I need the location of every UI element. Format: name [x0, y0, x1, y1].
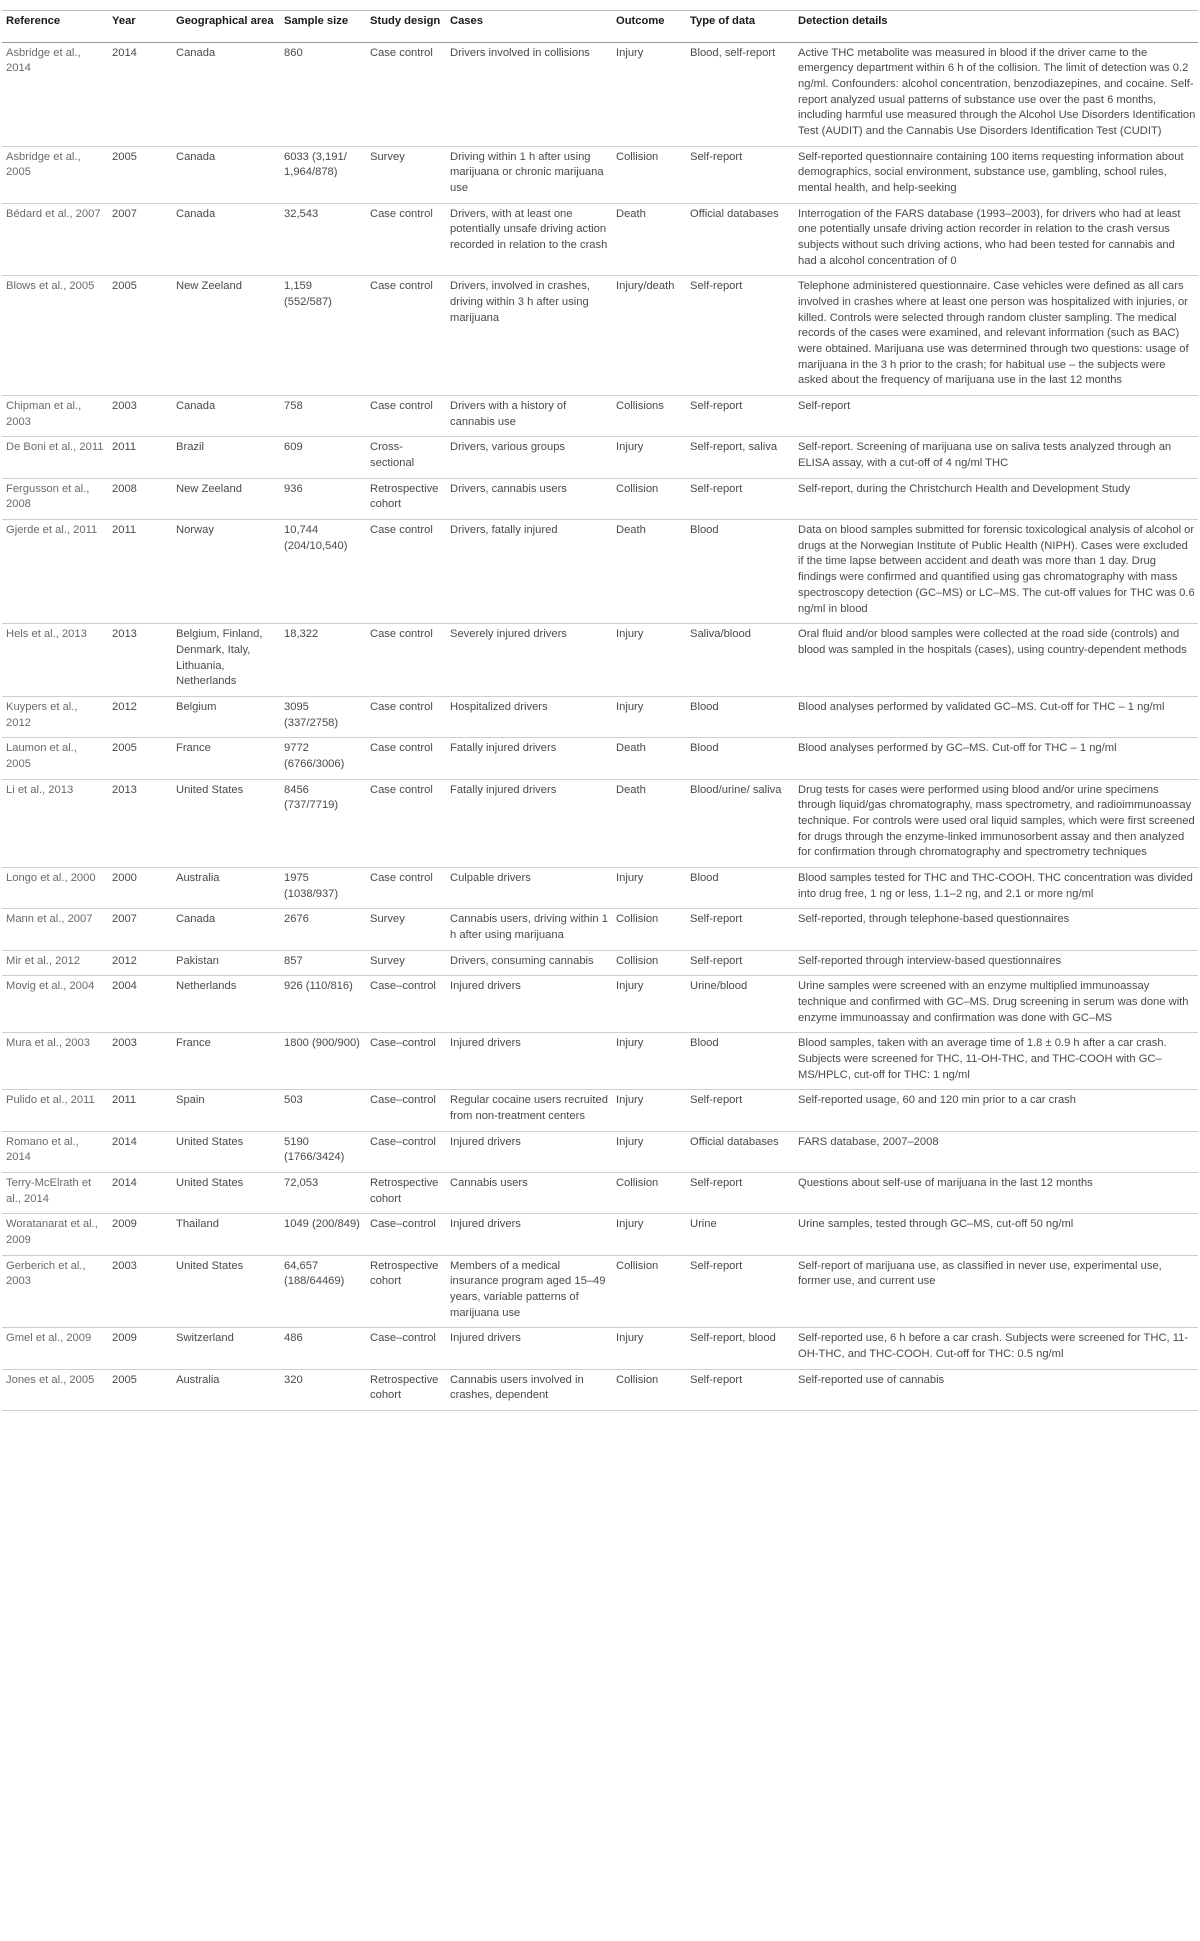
cell-detection-details: Self-reported use of cannabis	[794, 1369, 1198, 1410]
table-row	[2, 1328, 1198, 1369]
cell-type-of-data: Self-report	[686, 478, 794, 519]
cell-type-of-data: Self-report	[686, 396, 794, 437]
cell-detection-details: FARS database, 2007–2008	[794, 1131, 1198, 1172]
cell-outcome: Death	[612, 520, 686, 624]
cell-reference: Romano et al., 2014	[2, 1131, 108, 1172]
cell-reference: Gmel et al., 2009	[2, 1328, 108, 1369]
cell-detection-details: Blood samples tested for THC and THC-COOH. THC concentration was divided into drug free, 1 ng or less, 1.1–2 ng, and 2.1 or more ng/ml	[794, 867, 1198, 908]
cell-detection-details: Active THC metabolite was measured in blood if the driver came to the emergency department within 6 h of the collision. The limit of detection was 0.2 ng/ml. Confounders: alcohol concentration, benzodiazepines, and cocaine. Self-report analyzed usual patterns of substance use over the past 6 months, including harmful use measured through the Alcohol Use Disorders Identification Test (AUDIT) and the Cannabis Use Disorders Identification Test (CUDIT)	[794, 42, 1198, 146]
cell-year: 2005	[108, 276, 172, 396]
header-sample-size: Sample size	[280, 11, 366, 43]
cell-outcome: Collision	[612, 950, 686, 976]
cell-study-design: Case control	[366, 867, 446, 908]
cell-cases: Fatally injured drivers	[446, 779, 612, 867]
cell-sample-size: 72,053	[280, 1172, 366, 1213]
table-row	[2, 437, 1198, 478]
cell-study-design: Cross-sectional	[366, 437, 446, 478]
header-year: Year	[108, 11, 172, 43]
cell-study-design: Case control	[366, 779, 446, 867]
cell-cases: Injured drivers	[446, 1131, 612, 1172]
cell-outcome: Injury	[612, 1131, 686, 1172]
cell-sample-size: 486	[280, 1328, 366, 1369]
cell-sample-size: 936	[280, 478, 366, 519]
cell-year: 2007	[108, 203, 172, 276]
cell-detection-details: Urine samples were screened with an enzyme multiplied immunoassay technique and confirmed with GC–MS. Drug screening in serum was done with enzyme immunoassay and confirmation was done with GC–MS	[794, 976, 1198, 1033]
cell-detection-details: Telephone administered questionnaire. Case vehicles were defined as all cars involved in crashes where at least one person was hospitalized with injuries, or killed. Controls were selected through random cluster sampling. The medical records of the cases were examined, and relevant information (such as BAC) were obtained. Marijuana use was determined through two questions: usage of marijuana in the 3 h prior to the crash; for habitual use – the subjects were asked about the frequency of marijuana use in the last 12 months	[794, 276, 1198, 396]
cell-type-of-data: Self-report	[686, 950, 794, 976]
cell-type-of-data: Self-report	[686, 1172, 794, 1213]
cell-cases: Cannabis users, driving within 1 h after using marijuana	[446, 909, 612, 950]
cell-year: 2005	[108, 1369, 172, 1410]
cell-geographical-area: United States	[172, 1131, 280, 1172]
cell-detection-details: Self-reported through interview-based questionnaires	[794, 950, 1198, 976]
cell-study-design: Case–control	[366, 976, 446, 1033]
cell-year: 2012	[108, 696, 172, 737]
table-row	[2, 909, 1198, 950]
cell-detection-details: Blood analyses performed by GC–MS. Cut-off for THC – 1 ng/ml	[794, 738, 1198, 779]
cell-type-of-data: Self-report, blood	[686, 1328, 794, 1369]
cell-geographical-area: France	[172, 738, 280, 779]
cell-sample-size: 609	[280, 437, 366, 478]
cell-cases: Drivers with a history of cannabis use	[446, 396, 612, 437]
table-row	[2, 950, 1198, 976]
cell-reference: Blows et al., 2005	[2, 276, 108, 396]
cell-cases: Culpable drivers	[446, 867, 612, 908]
cell-reference: Mir et al., 2012	[2, 950, 108, 976]
cell-geographical-area: Canada	[172, 146, 280, 203]
table-header	[2, 11, 1198, 43]
cell-outcome: Injury	[612, 867, 686, 908]
cell-type-of-data: Urine/blood	[686, 976, 794, 1033]
cell-detection-details: Urine samples, tested through GC–MS, cut-off 50 ng/ml	[794, 1214, 1198, 1255]
cell-type-of-data: Official databases	[686, 203, 794, 276]
header-type-of-data: Type of data	[686, 11, 794, 43]
cell-sample-size: 1049 (200/849)	[280, 1214, 366, 1255]
cell-study-design: Retrospective cohort	[366, 1172, 446, 1213]
cell-geographical-area: Pakistan	[172, 950, 280, 976]
cell-year: 2007	[108, 909, 172, 950]
cell-study-design: Case control	[366, 520, 446, 624]
cell-detection-details: Interrogation of the FARS database (1993–2003), for drivers who had at least one potentially unsafe driving action recorder in relation to the crash versus subjects without such driving actions, who had been tested for cannabis and had a alcohol concentration of 0	[794, 203, 1198, 276]
cell-geographical-area: New Zeeland	[172, 276, 280, 396]
cell-outcome: Collision	[612, 909, 686, 950]
table-row	[2, 1214, 1198, 1255]
cell-outcome: Injury	[612, 1214, 686, 1255]
cell-type-of-data: Blood/urine/ saliva	[686, 779, 794, 867]
cell-outcome: Injury	[612, 696, 686, 737]
cell-year: 2013	[108, 624, 172, 697]
table-row	[2, 203, 1198, 276]
cell-type-of-data: Self-report	[686, 1090, 794, 1131]
cell-reference: Gerberich et al., 2003	[2, 1255, 108, 1328]
cell-detection-details: Self-report, during the Christchurch Health and Development Study	[794, 478, 1198, 519]
cell-geographical-area: Belgium, Finland, Denmark, Italy, Lithuania, Netherlands	[172, 624, 280, 697]
cell-sample-size: 926 (110/816)	[280, 976, 366, 1033]
cell-geographical-area: Thailand	[172, 1214, 280, 1255]
cell-cases: Hospitalized drivers	[446, 696, 612, 737]
cell-sample-size: 1975 (1038/937)	[280, 867, 366, 908]
cell-cases: Cannabis users involved in crashes, dependent	[446, 1369, 612, 1410]
cell-reference: De Boni et al., 2011	[2, 437, 108, 478]
cell-sample-size: 503	[280, 1090, 366, 1131]
cell-reference: Longo et al., 2000	[2, 867, 108, 908]
cell-geographical-area: United States	[172, 779, 280, 867]
header-outcome: Outcome	[612, 11, 686, 43]
cell-study-design: Case control	[366, 276, 446, 396]
header-reference: Reference	[2, 11, 108, 43]
cell-study-design: Case control	[366, 624, 446, 697]
cell-sample-size: 32,543	[280, 203, 366, 276]
cell-study-design: Survey	[366, 950, 446, 976]
cell-geographical-area: Canada	[172, 396, 280, 437]
cell-sample-size: 1800 (900/900)	[280, 1033, 366, 1090]
cell-type-of-data: Blood, self-report	[686, 42, 794, 146]
cell-year: 2005	[108, 738, 172, 779]
cell-reference: Movig et al., 2004	[2, 976, 108, 1033]
cell-sample-size: 9772 (6766/3006)	[280, 738, 366, 779]
cell-cases: Cannabis users	[446, 1172, 612, 1213]
cell-cases: Drivers, consuming cannabis	[446, 950, 612, 976]
cell-sample-size: 857	[280, 950, 366, 976]
cell-reference: Asbridge et al., 2005	[2, 146, 108, 203]
cell-type-of-data: Self-report	[686, 909, 794, 950]
cell-year: 2009	[108, 1214, 172, 1255]
cell-geographical-area: Canada	[172, 42, 280, 146]
cell-reference: Asbridge et al., 2014	[2, 42, 108, 146]
table-row	[2, 1033, 1198, 1090]
cell-detection-details: Self-report. Screening of marijuana use on saliva tests analyzed through an ELISA assay, with a cut-off of 4 ng/ml THC	[794, 437, 1198, 478]
cell-outcome: Injury	[612, 624, 686, 697]
table-row	[2, 624, 1198, 697]
cell-study-design: Case–control	[366, 1033, 446, 1090]
cell-geographical-area: Canada	[172, 909, 280, 950]
cell-reference: Chipman et al., 2003	[2, 396, 108, 437]
cell-year: 2009	[108, 1328, 172, 1369]
cell-sample-size: 1,159 (552/587)	[280, 276, 366, 396]
cell-type-of-data: Blood	[686, 696, 794, 737]
cell-sample-size: 18,322	[280, 624, 366, 697]
table-row	[2, 779, 1198, 867]
cell-detection-details: Self-reported questionnaire containing 100 items requesting information about demographics, social environment, substance use, gambling, school rules, mental health, and help-seeking	[794, 146, 1198, 203]
cell-detection-details: Questions about self-use of marijuana in the last 12 months	[794, 1172, 1198, 1213]
cell-outcome: Death	[612, 203, 686, 276]
cell-year: 2004	[108, 976, 172, 1033]
cell-detection-details: Self-reported usage, 60 and 120 min prior to a car crash	[794, 1090, 1198, 1131]
cell-reference: Jones et al., 2005	[2, 1369, 108, 1410]
table-row	[2, 276, 1198, 396]
cell-detection-details: Drug tests for cases were performed using blood and/or urine specimens through liquid/gas chromatography, mass spectrometry, and radioimmunoassay technique. For controls were used oral liquid samples, which were first screened for drugs through the enzyme-linked immunosorbent assay and then analyzed for confirmation through chromatography and spectrometry techniques	[794, 779, 1198, 867]
cell-sample-size: 8456 (737/7719)	[280, 779, 366, 867]
cell-reference: Bédard et al., 2007	[2, 203, 108, 276]
cell-outcome: Collision	[612, 1369, 686, 1410]
cell-cases: Regular cocaine users recruited from non-treatment centers	[446, 1090, 612, 1131]
cell-reference: Mura et al., 2003	[2, 1033, 108, 1090]
cell-outcome: Death	[612, 738, 686, 779]
cell-type-of-data: Self-report	[686, 1255, 794, 1328]
table-row	[2, 1255, 1198, 1328]
cell-year: 2003	[108, 1033, 172, 1090]
cell-year: 2014	[108, 1172, 172, 1213]
cell-type-of-data: Self-report	[686, 146, 794, 203]
cell-year: 2003	[108, 396, 172, 437]
cell-sample-size: 860	[280, 42, 366, 146]
cell-study-design: Case–control	[366, 1131, 446, 1172]
cell-year: 2008	[108, 478, 172, 519]
cell-cases: Drivers, involved in crashes, driving within 3 h after using marijuana	[446, 276, 612, 396]
cell-reference: Terry-McElrath et al., 2014	[2, 1172, 108, 1213]
table-row	[2, 976, 1198, 1033]
cell-study-design: Case–control	[366, 1214, 446, 1255]
cell-study-design: Case control	[366, 42, 446, 146]
cell-year: 2013	[108, 779, 172, 867]
cell-cases: Drivers, fatally injured	[446, 520, 612, 624]
cell-study-design: Case–control	[366, 1090, 446, 1131]
cell-outcome: Collisions	[612, 396, 686, 437]
table-row	[2, 520, 1198, 624]
cell-sample-size: 320	[280, 1369, 366, 1410]
table-row	[2, 146, 1198, 203]
cell-outcome: Collision	[612, 146, 686, 203]
cell-cases: Severely injured drivers	[446, 624, 612, 697]
cell-year: 2003	[108, 1255, 172, 1328]
cell-cases: Drivers, with at least one potentially unsafe driving action recorded in relation to the crash	[446, 203, 612, 276]
cell-study-design: Case control	[366, 203, 446, 276]
table-row	[2, 1090, 1198, 1131]
cell-outcome: Collision	[612, 1172, 686, 1213]
cell-reference: Mann et al., 2007	[2, 909, 108, 950]
cell-outcome: Death	[612, 779, 686, 867]
header-detection-details: Detection details	[794, 11, 1198, 43]
cell-reference: Hels et al., 2013	[2, 624, 108, 697]
cell-type-of-data: Self-report	[686, 276, 794, 396]
cell-cases: Fatally injured drivers	[446, 738, 612, 779]
cell-outcome: Injury	[612, 42, 686, 146]
table-row	[2, 478, 1198, 519]
cell-sample-size: 758	[280, 396, 366, 437]
header-row	[2, 11, 1198, 43]
cell-year: 2011	[108, 437, 172, 478]
cell-outcome: Collision	[612, 1255, 686, 1328]
cell-cases: Injured drivers	[446, 1328, 612, 1369]
cell-cases: Drivers, various groups	[446, 437, 612, 478]
cell-year: 2011	[108, 1090, 172, 1131]
cell-geographical-area: United States	[172, 1255, 280, 1328]
header-cases: Cases	[446, 11, 612, 43]
table-row	[2, 867, 1198, 908]
cell-outcome: Injury	[612, 1090, 686, 1131]
cell-outcome: Collision	[612, 478, 686, 519]
cell-reference: Gjerde et al., 2011	[2, 520, 108, 624]
table-body	[2, 42, 1198, 1410]
header-geographical-area: Geographical area	[172, 11, 280, 43]
cell-study-design: Case–control	[366, 1328, 446, 1369]
cell-geographical-area: Belgium	[172, 696, 280, 737]
cell-cases: Members of a medical insurance program aged 15–49 years, variable patterns of marijuana use	[446, 1255, 612, 1328]
cell-type-of-data: Blood	[686, 738, 794, 779]
cell-study-design: Case control	[366, 738, 446, 779]
cell-geographical-area: France	[172, 1033, 280, 1090]
cell-reference: Pulido et al., 2011	[2, 1090, 108, 1131]
cell-geographical-area: Spain	[172, 1090, 280, 1131]
cell-study-design: Survey	[366, 909, 446, 950]
cell-sample-size: 64,657 (188/64469)	[280, 1255, 366, 1328]
cell-detection-details: Oral fluid and/or blood samples were collected at the road side (controls) and blood was sampled in the hospitals (cases), using country-dependent methods	[794, 624, 1198, 697]
cell-cases: Injured drivers	[446, 1214, 612, 1255]
cell-year: 2011	[108, 520, 172, 624]
cell-study-design: Retrospective cohort	[366, 1369, 446, 1410]
cell-geographical-area: Australia	[172, 867, 280, 908]
cell-geographical-area: Canada	[172, 203, 280, 276]
cell-detection-details: Blood analyses performed by validated GC–MS. Cut-off for THC – 1 ng/ml	[794, 696, 1198, 737]
table-row	[2, 1369, 1198, 1410]
cell-outcome: Injury	[612, 1328, 686, 1369]
cell-cases: Injured drivers	[446, 1033, 612, 1090]
cell-reference: Laumon et al., 2005	[2, 738, 108, 779]
header-study-design: Study design	[366, 11, 446, 43]
cell-reference: Woratanarat et al., 2009	[2, 1214, 108, 1255]
cell-type-of-data: Blood	[686, 867, 794, 908]
cell-cases: Drivers, cannabis users	[446, 478, 612, 519]
cell-geographical-area: Netherlands	[172, 976, 280, 1033]
cell-year: 2000	[108, 867, 172, 908]
cell-type-of-data: Blood	[686, 520, 794, 624]
cell-year: 2014	[108, 1131, 172, 1172]
cell-cases: Injured drivers	[446, 976, 612, 1033]
table-row	[2, 1131, 1198, 1172]
cell-outcome: Injury	[612, 976, 686, 1033]
cell-year: 2014	[108, 42, 172, 146]
table-row	[2, 42, 1198, 146]
cell-geographical-area: Norway	[172, 520, 280, 624]
cell-sample-size: 6033 (3,191/ 1,964/878)	[280, 146, 366, 203]
cell-outcome: Injury	[612, 1033, 686, 1090]
cell-study-design: Retrospective cohort	[366, 478, 446, 519]
cell-type-of-data: Urine	[686, 1214, 794, 1255]
cell-year: 2012	[108, 950, 172, 976]
cell-sample-size: 10,744 (204/10,540)	[280, 520, 366, 624]
cell-type-of-data: Saliva/blood	[686, 624, 794, 697]
cell-outcome: Injury	[612, 437, 686, 478]
cell-sample-size: 3095 (337/2758)	[280, 696, 366, 737]
cell-detection-details: Data on blood samples submitted for forensic toxicological analysis of alcohol or drugs at the Norwegian Institute of Public Health (NIPH). Cases were excluded if the time lapse between accident and death was more than 1 day. Drug findings were confirmed and quantified using gas chromatography with mass spectroscopy detection (GC–MS) or LC–MS. The cut-off values for THC was 0.6 ng/ml in blood	[794, 520, 1198, 624]
cell-sample-size: 2676	[280, 909, 366, 950]
cell-geographical-area: New Zeeland	[172, 478, 280, 519]
cell-study-design: Case control	[366, 696, 446, 737]
cell-outcome: Injury/death	[612, 276, 686, 396]
cell-year: 2005	[108, 146, 172, 203]
cell-detection-details: Blood samples, taken with an average time of 1.8 ± 0.9 h after a car crash. Subjects were screened for THC, 11-OH-THC, and THC-COOH with GC–MS/HPLC, cut-off for THC: 1 ng/ml	[794, 1033, 1198, 1090]
table-row	[2, 1172, 1198, 1213]
cell-detection-details: Self-reported use, 6 h before a car crash. Subjects were screened for THC, 11-OH-THC, and THC-COOH. Cut-off for THC: 0.5 ng/ml	[794, 1328, 1198, 1369]
cell-study-design: Case control	[366, 396, 446, 437]
cell-detection-details: Self-report	[794, 396, 1198, 437]
cell-geographical-area: Australia	[172, 1369, 280, 1410]
cell-reference: Fergusson et al., 2008	[2, 478, 108, 519]
cell-type-of-data: Blood	[686, 1033, 794, 1090]
cell-sample-size: 5190 (1766/3424)	[280, 1131, 366, 1172]
cell-study-design: Retrospective cohort	[366, 1255, 446, 1328]
cell-cases: Driving within 1 h after using marijuana or chronic marijuana use	[446, 146, 612, 203]
cell-geographical-area: Brazil	[172, 437, 280, 478]
cell-study-design: Survey	[366, 146, 446, 203]
cell-type-of-data: Self-report	[686, 1369, 794, 1410]
table-row	[2, 738, 1198, 779]
cell-reference: Kuypers et al., 2012	[2, 696, 108, 737]
table-row	[2, 696, 1198, 737]
cell-detection-details: Self-report of marijuana use, as classified in never use, experimental use, former use, and current use	[794, 1255, 1198, 1328]
cell-reference: Li et al., 2013	[2, 779, 108, 867]
cell-geographical-area: Switzerland	[172, 1328, 280, 1369]
studies-table	[2, 10, 1198, 1411]
cell-type-of-data: Official databases	[686, 1131, 794, 1172]
cell-cases: Drivers involved in collisions	[446, 42, 612, 146]
cell-type-of-data: Self-report, saliva	[686, 437, 794, 478]
cell-detection-details: Self-reported, through telephone-based questionnaires	[794, 909, 1198, 950]
table-row	[2, 396, 1198, 437]
cell-geographical-area: United States	[172, 1172, 280, 1213]
